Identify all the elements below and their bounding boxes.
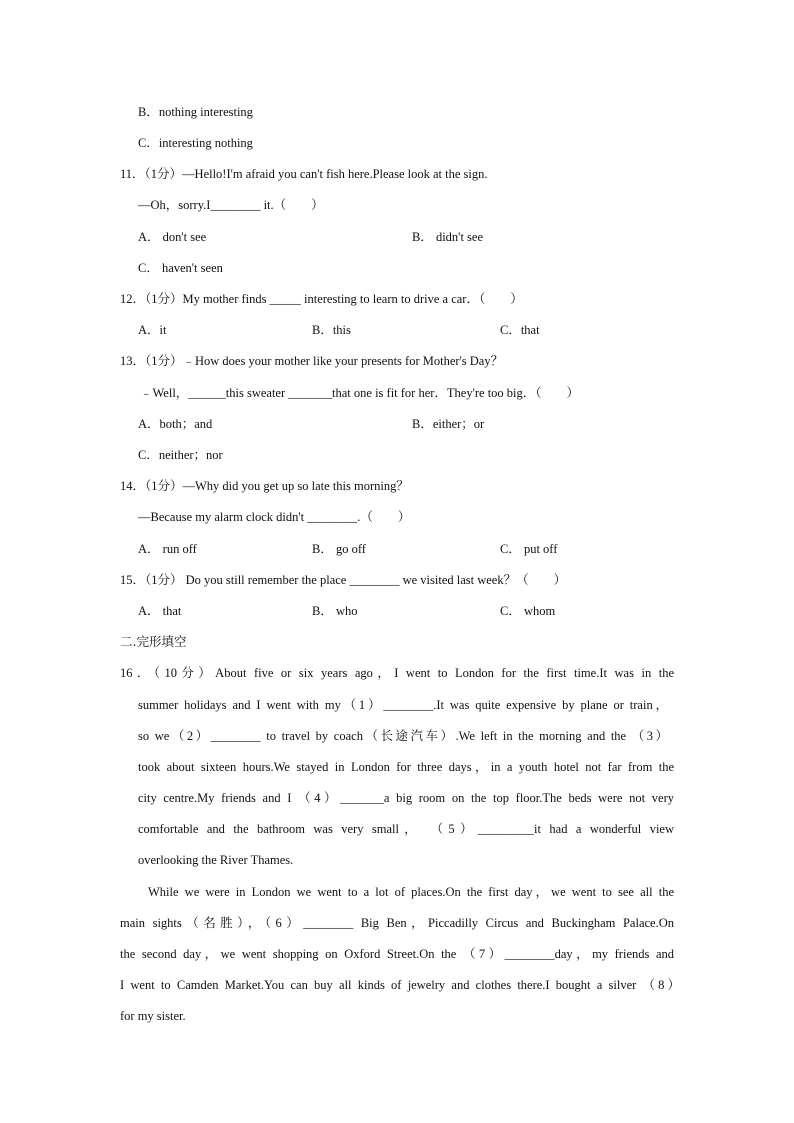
q11-option-a: A． don't see — [138, 230, 207, 244]
q16-p2-line-2: main sights（名胜），（6）________ Big Ben，Piccadilly Circus and Buckingham Palace.On — [120, 916, 674, 930]
section-heading-cloze: 二.完形填空 — [120, 634, 187, 649]
q16-p1-line-3: so we（2）________ to travel by coach（长途汽车）.We left in the morning and the （3） — [138, 729, 668, 743]
q16-p1-line-7: overlooking the River Thames. — [138, 853, 294, 867]
q10-option-c: C．interesting nothing — [138, 136, 253, 150]
q12-option-a: A．it — [138, 323, 167, 337]
q16-p1-line-4: took about sixteen hours.We stayed in London for three days，in a youth hotel not far from the — [138, 760, 674, 774]
q14-option-b: B． go off — [312, 542, 366, 556]
q16-p2-line-5: for my sister. — [120, 1009, 186, 1023]
q11-option-b: B． didn't see — [412, 230, 483, 244]
q13-option-b: B．either；or — [412, 417, 485, 431]
q14-line2: —Because my alarm clock didn't ________.（ ） — [138, 510, 411, 524]
q12-stem: 12．（1分）My mother finds _____ interesting to learn to drive a car．（ ） — [120, 292, 523, 306]
q12-option-c: C．that — [500, 323, 540, 337]
q15-option-b: B． who — [312, 604, 358, 618]
q16-p1-line-5: city centre.My friends and I （4）_______a big room on the top floor.The beds were not very — [138, 791, 674, 805]
q11-stem: 11．（1分）—Hello!I'm afraid you can't fish here.Please look at the sign. — [120, 167, 488, 181]
q16-p1-line-1: 16．（10分）About five or six years ago，I went to London for the first time.It was in the — [120, 666, 674, 680]
q13-option-a: A．both；and — [138, 417, 213, 431]
q11-line2: —Oh，sorry.I________ it.（ ） — [138, 198, 324, 212]
q15-option-a: A． that — [138, 604, 182, 618]
q16-p2-line-3: the second day，we went shopping on Oxford Street.On the （7）________day，my friends and — [120, 947, 674, 961]
q15-option-c: C． whom — [500, 604, 556, 618]
q14-stem: 14．（1分）—Why did you get up so late this morning？ — [120, 479, 409, 493]
q16-p2-line-4: I went to Camden Market.You can buy all kinds of jewelry and clothes there.I bought a silver （8） — [120, 978, 680, 992]
q16-p1-line-2: summer holidays and I went with my（1）________.It was quite expensive by plane or train， — [138, 698, 668, 712]
q16-p2-line-1: While we were in London we went to a lot of places.On the first day，we went to see all the — [148, 885, 674, 899]
q13-stem: 13．（1分）﹣How does your mother like your presents for Mother's Day？ — [120, 354, 504, 368]
q14-option-c: C． put off — [500, 542, 558, 556]
q11-option-c: C． haven't seen — [138, 261, 223, 275]
q15-stem: 15．（1分） Do you still remember the place ________ we visited last week？（ ） — [120, 573, 567, 587]
q10-option-b: B．nothing interesting — [138, 105, 253, 119]
q13-line2: ﹣Well，______this sweater _______that one is fit for her．They're too big．（ ） — [140, 386, 580, 400]
q16-p1-line-6: comfortable and the bathroom was very small， （5）_________it had a wonderful view — [138, 822, 674, 836]
q14-option-a: A． run off — [138, 542, 197, 556]
q12-option-b: B．this — [312, 323, 351, 337]
q13-option-c: C．neither；nor — [138, 448, 223, 462]
